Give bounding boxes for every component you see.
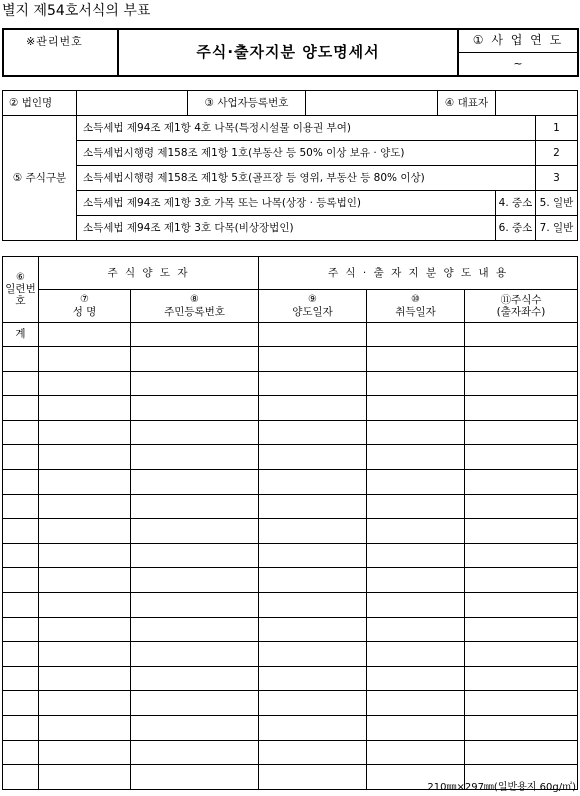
col-label: ⑪주식수 [500,293,542,306]
table-row [3,396,578,421]
table-cell[interactable] [259,469,367,494]
table-cell[interactable] [259,666,367,691]
table-cell[interactable] [3,715,39,740]
table-cell[interactable] [3,592,39,617]
stock-type-law: 소득세법시행령 제158조 제1항 5호(골프장 등 영위, 부동산 등 80% 이상) [77,166,536,191]
table-cell[interactable] [131,469,259,494]
table-cell[interactable] [3,420,39,445]
table-cell[interactable] [465,642,578,667]
col-label: 취득일자 [395,305,436,318]
table-cell[interactable] [3,642,39,667]
rep-field[interactable] [496,91,578,116]
stock-type-code[interactable]: 5. 일반 [536,191,578,216]
page-title: 별지 제54호서식의 부표 [2,3,151,19]
table-cell[interactable] [131,642,259,667]
table-row [3,568,578,593]
table-cell[interactable] [465,420,578,445]
table-cell[interactable] [367,371,465,396]
table-cell[interactable] [39,420,131,445]
col-mark: ⑧ [190,294,199,306]
table-cell[interactable] [3,396,39,421]
table-cell[interactable] [259,691,367,716]
table-cell[interactable] [259,592,367,617]
table-cell[interactable] [465,519,578,544]
stock-type-code[interactable]: 7. 일반 [536,216,578,241]
table-cell[interactable] [259,568,367,593]
transferor-header: 주 식 양 도 자 [39,257,259,290]
table-cell[interactable] [465,323,578,347]
table-cell[interactable] [131,519,259,544]
table-cell[interactable] [259,617,367,642]
table-cell[interactable] [465,396,578,421]
table-cell[interactable] [465,568,578,593]
table-cell[interactable] [3,666,39,691]
col-label: 성 명 [72,305,97,318]
table-row [3,592,578,617]
table-cell[interactable] [39,642,131,667]
table-cell[interactable] [259,740,367,765]
table-cell[interactable] [367,420,465,445]
table-cell[interactable] [3,519,39,544]
biz-reg-field[interactable] [306,91,438,116]
table-cell[interactable] [367,445,465,470]
stock-type-law: 소득세법시행령 제158조 제1항 1호(부동산 등 50% 이상 보유 · 양도) [77,141,536,166]
table-cell[interactable] [131,543,259,568]
table-cell[interactable] [131,323,259,347]
table-cell[interactable] [131,765,259,790]
table-cell[interactable] [39,543,131,568]
col-mark: ⑦ [80,294,89,306]
table-cell[interactable] [367,592,465,617]
business-year-field[interactable]: ~ [458,53,578,77]
col-label: 양도일자 [292,305,333,318]
table-cell[interactable] [3,371,39,396]
stock-type-law: 소득세법 제94조 제1항 3호 다목(비상장법인) [77,216,496,241]
table-cell[interactable] [39,568,131,593]
table-cell[interactable] [259,371,367,396]
col-shares-header [465,290,578,323]
table-cell[interactable] [259,323,367,347]
table-row [3,519,578,544]
table-row [3,666,578,691]
table-cell[interactable] [39,469,131,494]
table-row [3,617,578,642]
table-row [3,347,578,372]
table-cell[interactable] [465,691,578,716]
table-cell[interactable] [465,494,578,519]
table-cell[interactable] [367,469,465,494]
table-cell[interactable] [3,740,39,765]
table-cell[interactable] [367,740,465,765]
table-cell[interactable] [39,740,131,765]
stock-type-law: 소득세법 제94조 제1항 3호 가목 또는 나목(상장 · 등록법인) [77,191,496,216]
table-cell[interactable] [367,519,465,544]
table-cell[interactable] [259,543,367,568]
table-cell[interactable] [131,347,259,372]
table-cell[interactable] [39,519,131,544]
table-cell[interactable] [3,469,39,494]
serial-header [3,257,39,323]
serial-mark: ⑥ [16,271,25,283]
stock-type-code[interactable]: 1 [536,116,578,141]
table-cell[interactable] [131,740,259,765]
table-row [3,494,578,519]
table-cell[interactable] [131,445,259,470]
table-row [3,740,578,765]
table-row [3,371,578,396]
col-mark: ⑩ [411,294,420,306]
form-header [2,28,579,77]
transfer-table [2,256,578,790]
table-cell[interactable] [259,347,367,372]
table-cell[interactable] [39,371,131,396]
table-cell[interactable] [39,715,131,740]
table-cell[interactable] [367,642,465,667]
col-name-header [39,290,131,323]
table-cell[interactable] [367,715,465,740]
table-cell[interactable] [39,666,131,691]
biz-reg-label: ③ 사업자등록번호 [188,91,306,116]
paper-size-note: 210㎜×297㎜(일반용지 60g/㎡) [427,782,576,793]
table-cell[interactable] [465,445,578,470]
table-cell[interactable] [259,519,367,544]
col-mark: ⑨ [308,294,317,306]
table-cell[interactable] [131,420,259,445]
table-cell[interactable] [131,494,259,519]
table-row [3,420,578,445]
table-cell[interactable] [3,617,39,642]
table-cell[interactable] [3,765,39,790]
table-cell[interactable] [465,715,578,740]
table-cell[interactable] [465,469,578,494]
table-cell[interactable] [465,371,578,396]
table-cell[interactable] [259,420,367,445]
table-cell[interactable] [131,715,259,740]
table-row [3,691,578,716]
table-cell[interactable] [3,568,39,593]
table-cell[interactable] [39,445,131,470]
table-cell[interactable] [3,494,39,519]
corp-name-field[interactable] [77,91,188,116]
table-cell[interactable] [367,691,465,716]
table-cell[interactable] [367,323,465,347]
table-cell[interactable] [367,543,465,568]
rep-label: ④ 대표자 [438,91,496,116]
table-cell[interactable] [131,666,259,691]
stock-type-label: ⑤ 주식구분 [3,116,77,241]
table-cell[interactable] [39,347,131,372]
col-acquire-date-header [367,290,465,323]
management-number-field[interactable]: ※관리번호 [3,29,118,76]
table-cell[interactable] [3,543,39,568]
col-id-header [131,290,259,323]
table-cell[interactable] [39,494,131,519]
table-cell[interactable] [3,691,39,716]
table-cell[interactable] [465,592,578,617]
table-cell[interactable] [3,445,39,470]
table-cell[interactable] [131,371,259,396]
table-cell[interactable] [367,494,465,519]
table-cell[interactable] [259,642,367,667]
total-label: 계 [3,323,39,347]
table-cell[interactable] [465,347,578,372]
table-cell[interactable] [259,715,367,740]
col-label: 주민등록번호 [164,305,225,318]
stock-type-code[interactable]: 4. 중소 [496,191,536,216]
table-row [3,469,578,494]
table-cell[interactable] [465,617,578,642]
table-cell[interactable] [39,617,131,642]
table-cell[interactable] [39,691,131,716]
table-cell[interactable] [259,494,367,519]
table-cell[interactable] [465,543,578,568]
table-cell[interactable] [131,691,259,716]
table-cell[interactable] [367,396,465,421]
table-cell[interactable] [367,617,465,642]
table-row [3,543,578,568]
table-cell[interactable] [131,396,259,421]
table-row [3,715,578,740]
table-cell[interactable] [465,666,578,691]
table-cell[interactable] [367,568,465,593]
table-cell[interactable] [259,445,367,470]
stock-type-code[interactable]: 3 [536,166,578,191]
table-cell[interactable] [131,592,259,617]
corporation-info [2,90,578,241]
stock-type-code[interactable]: 2 [536,141,578,166]
content-header: 주 식 · 출 자 지 분 양 도 내 용 [259,257,578,290]
business-year-label: ① 사 업 연 도 [458,29,578,53]
col-transfer-date-header [259,290,367,323]
stock-type-law: 소득세법 제94조 제1항 4호 나목(특정시설물 이용권 부여) [77,116,536,141]
corp-name-label: ② 법인명 [3,91,77,116]
form-title: 주식·출자지분 양도명세서 [118,29,458,76]
table-cell[interactable] [3,347,39,372]
stock-type-code[interactable]: 6. 중소 [496,216,536,241]
table-row [3,445,578,470]
serial-label: 일련번호 [5,283,36,308]
table-cell[interactable] [367,666,465,691]
table-cell[interactable] [39,396,131,421]
table-cell[interactable] [39,323,131,347]
table-cell[interactable] [39,765,131,790]
table-cell[interactable] [259,765,367,790]
table-cell[interactable] [131,617,259,642]
table-cell[interactable] [39,592,131,617]
table-cell[interactable] [465,740,578,765]
table-row [3,642,578,667]
col-sublabel: (출자좌수) [496,306,546,318]
table-cell[interactable] [367,347,465,372]
table-cell[interactable] [131,568,259,593]
table-cell[interactable] [259,396,367,421]
